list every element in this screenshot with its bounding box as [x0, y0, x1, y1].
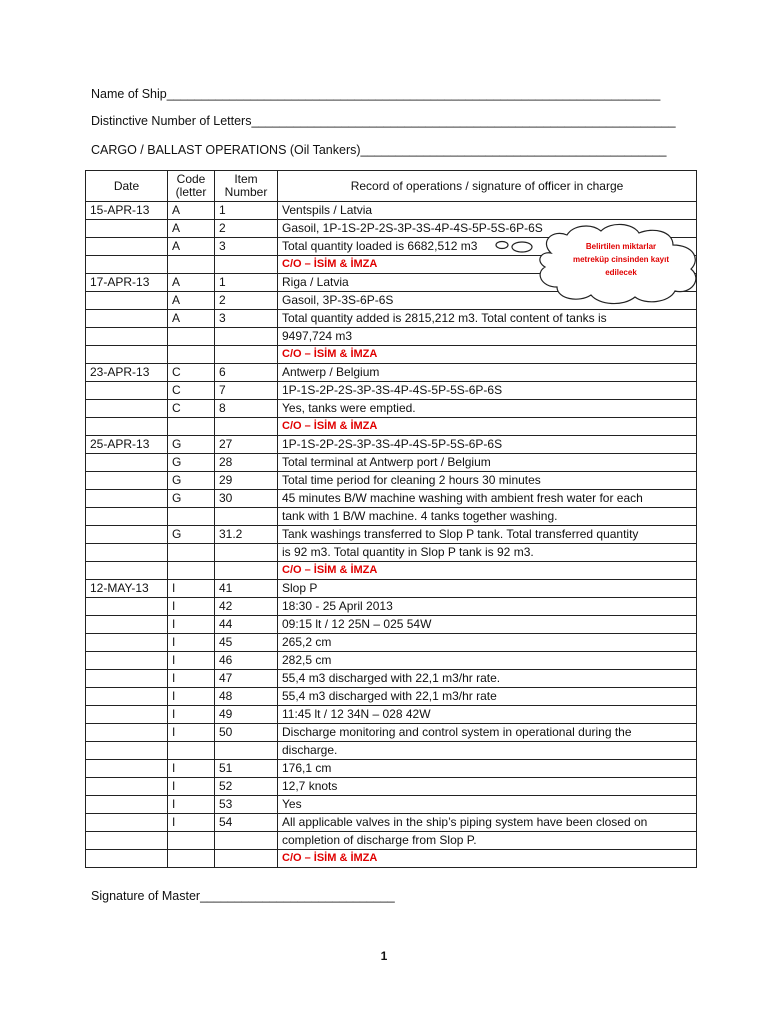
table-row	[86, 382, 697, 400]
cell-record: 176,1 cm	[278, 760, 697, 778]
table-row	[86, 796, 697, 814]
cell-date	[86, 796, 168, 814]
table-row	[86, 508, 697, 526]
cell-code: I	[168, 724, 215, 742]
cell-record: 55,4 m3 discharged with 22,1 m3/hr rate	[278, 688, 697, 706]
cell-record: 1P-1S-2P-2S-3P-3S-4P-4S-5P-5S-6P-6S	[278, 382, 697, 400]
cell-record: Yes	[278, 796, 697, 814]
cell-code: I	[168, 634, 215, 652]
cell-code	[168, 832, 215, 850]
cell-record: Riga / Latvia	[278, 274, 697, 292]
table-row	[86, 544, 697, 562]
table-row	[86, 328, 697, 346]
cell-code: A	[168, 292, 215, 310]
table-row	[86, 202, 697, 220]
cell-date	[86, 382, 168, 400]
cell-item: 30	[215, 490, 278, 508]
cell-code	[168, 508, 215, 526]
cell-item: 8	[215, 400, 278, 418]
cell-item	[215, 544, 278, 562]
table-row	[86, 436, 697, 454]
cell-code: I	[168, 778, 215, 796]
table-row	[86, 742, 697, 760]
cell-record: Gasoil, 1P-1S-2P-2S-3P-3S-4P-4S-5P-5S-6P-6S	[278, 220, 697, 238]
cell-record: Gasoil, 3P-3S-6P-6S	[278, 292, 697, 310]
cell-item: 50	[215, 724, 278, 742]
cell-date	[86, 688, 168, 706]
cell-item: 31.2	[215, 526, 278, 544]
table-row	[86, 814, 697, 832]
cell-record: 12,7 knots	[278, 778, 697, 796]
cell-item: 28	[215, 454, 278, 472]
cell-item: 1	[215, 202, 278, 220]
cell-date	[86, 850, 168, 868]
table-row	[86, 616, 697, 634]
cell-item: 52	[215, 778, 278, 796]
table-row	[86, 760, 697, 778]
cell-code: I	[168, 706, 215, 724]
cell-record: Total terminal at Antwerp port / Belgium	[278, 454, 697, 472]
page-number: 1	[380, 949, 388, 963]
cell-item: 47	[215, 670, 278, 688]
cell-date	[86, 292, 168, 310]
table-row	[86, 778, 697, 796]
cell-item: 27	[215, 436, 278, 454]
cell-record: C/O – İSİM & İMZA	[278, 418, 697, 436]
cell-date	[86, 346, 168, 364]
cell-code: I	[168, 580, 215, 598]
cell-item: 42	[215, 598, 278, 616]
cell-code: A	[168, 274, 215, 292]
table-row	[86, 526, 697, 544]
cell-item: 6	[215, 364, 278, 382]
table-row	[86, 310, 697, 328]
cell-record: Ventspils / Latvia	[278, 202, 697, 220]
cell-item: 54	[215, 814, 278, 832]
cell-code: C	[168, 364, 215, 382]
cell-date	[86, 418, 168, 436]
cell-record: completion of discharge from Slop P.	[278, 832, 697, 850]
cell-item	[215, 832, 278, 850]
cell-record: 55,4 m3 discharged with 22,1 m3/hr rate.	[278, 670, 697, 688]
cell-date	[86, 328, 168, 346]
cell-date	[86, 400, 168, 418]
cell-date	[86, 724, 168, 742]
cell-code: A	[168, 310, 215, 328]
cell-code: I	[168, 670, 215, 688]
cell-date	[86, 544, 168, 562]
table-row	[86, 634, 697, 652]
cell-record: 45 minutes B/W machine washing with ambient fresh water for each	[278, 490, 697, 508]
operations-line: CARGO / BALLAST OPERATIONS (Oil Tankers)____________________________________________	[91, 143, 667, 157]
cell-date	[86, 832, 168, 850]
cell-item	[215, 562, 278, 580]
cell-date	[86, 742, 168, 760]
table-row	[86, 598, 697, 616]
cell-date	[86, 814, 168, 832]
cell-item: 2	[215, 220, 278, 238]
table-row	[86, 652, 697, 670]
cell-code: C	[168, 400, 215, 418]
table-row	[86, 490, 697, 508]
cell-date	[86, 562, 168, 580]
cell-code: I	[168, 688, 215, 706]
table-row	[86, 580, 697, 598]
cell-date	[86, 634, 168, 652]
cell-item: 46	[215, 652, 278, 670]
cell-code: G	[168, 436, 215, 454]
cell-record: C/O – İSİM & İMZA	[278, 562, 697, 580]
cell-record: Yes, tanks were emptied.	[278, 400, 697, 418]
cell-date	[86, 616, 168, 634]
cell-date	[86, 238, 168, 256]
cell-code: I	[168, 760, 215, 778]
table-row	[86, 472, 697, 490]
table-row	[86, 706, 697, 724]
cell-code	[168, 256, 215, 274]
cell-code	[168, 544, 215, 562]
cell-code	[168, 328, 215, 346]
cell-record: 1P-1S-2P-2S-3P-3S-4P-4S-5P-5S-6P-6S	[278, 436, 697, 454]
cell-item	[215, 508, 278, 526]
cell-date: 25-APR-13	[86, 436, 168, 454]
cell-date	[86, 472, 168, 490]
cell-record: discharge.	[278, 742, 697, 760]
cell-date	[86, 706, 168, 724]
cell-record: Slop P	[278, 580, 697, 598]
cell-item	[215, 850, 278, 868]
table-row	[86, 400, 697, 418]
cell-date	[86, 310, 168, 328]
cell-record: All applicable valves in the ship’s piping system have been closed on	[278, 814, 697, 832]
cell-date	[86, 778, 168, 796]
cell-code	[168, 742, 215, 760]
cell-date	[86, 526, 168, 544]
table-row	[86, 724, 697, 742]
callout-note: Belirtilen miktarlar metreküp cinsinden kayıt edilecek	[572, 242, 670, 277]
cell-record: Discharge monitoring and control system in operational during the	[278, 724, 697, 742]
cell-record: C/O – İSİM & İMZA	[278, 346, 697, 364]
cell-code: I	[168, 796, 215, 814]
cell-item: 2	[215, 292, 278, 310]
cell-code: C	[168, 382, 215, 400]
cell-date	[86, 256, 168, 274]
cell-item	[215, 328, 278, 346]
cell-code: I	[168, 616, 215, 634]
table-row	[86, 688, 697, 706]
cell-date: 17-APR-13	[86, 274, 168, 292]
cell-date	[86, 454, 168, 472]
cell-record: Total quantity loaded is 6682,512 m3	[278, 238, 697, 256]
cell-record: 11:45 lt / 12 34N – 028 42W	[278, 706, 697, 724]
cell-item: 53	[215, 796, 278, 814]
cell-item: 29	[215, 472, 278, 490]
cell-code: A	[168, 220, 215, 238]
cell-code: A	[168, 202, 215, 220]
table-row	[86, 562, 697, 580]
cell-record: is 92 m3. Total quantity in Slop P tank is 92 m3.	[278, 544, 697, 562]
cell-code	[168, 418, 215, 436]
table-header-row	[86, 171, 697, 202]
cell-code: G	[168, 490, 215, 508]
cell-item: 49	[215, 706, 278, 724]
cell-item: 44	[215, 616, 278, 634]
cell-item: 1	[215, 274, 278, 292]
cell-date: 23-APR-13	[86, 364, 168, 382]
cell-record: Total time period for cleaning 2 hours 30 minutes	[278, 472, 697, 490]
cell-item	[215, 256, 278, 274]
table-row	[86, 832, 697, 850]
cell-code	[168, 346, 215, 364]
cell-date	[86, 490, 168, 508]
cell-item: 3	[215, 238, 278, 256]
cell-record: 282,5 cm	[278, 652, 697, 670]
cell-date	[86, 508, 168, 526]
cell-date	[86, 670, 168, 688]
cell-item: 3	[215, 310, 278, 328]
cell-date: 15-APR-13	[86, 202, 168, 220]
cell-record: C/O – İSİM & İMZA	[278, 850, 697, 868]
header-date: Date	[86, 171, 168, 202]
table-row	[86, 670, 697, 688]
distinctive-number-line: Distinctive Number of Letters_____________________________________________________________	[91, 114, 676, 128]
cell-record: 09:15 lt / 12 25N – 025 54W	[278, 616, 697, 634]
ship-name-line: Name of Ship_______________________________________________________________________	[91, 87, 661, 101]
cell-item: 45	[215, 634, 278, 652]
cell-record: Total quantity added is 2815,212 m3. Total content of tanks is	[278, 310, 697, 328]
cell-code: I	[168, 652, 215, 670]
cell-record: 265,2 cm	[278, 634, 697, 652]
table-row	[86, 418, 697, 436]
cell-item	[215, 346, 278, 364]
cell-date: 12-MAY-13	[86, 580, 168, 598]
cell-date	[86, 220, 168, 238]
cell-item: 7	[215, 382, 278, 400]
table-row	[86, 850, 697, 868]
cell-record: Antwerp / Belgium	[278, 364, 697, 382]
cell-item: 51	[215, 760, 278, 778]
cell-code: G	[168, 454, 215, 472]
cell-code: G	[168, 526, 215, 544]
cell-code: I	[168, 598, 215, 616]
table-row	[86, 364, 697, 382]
cell-item: 41	[215, 580, 278, 598]
cell-date	[86, 598, 168, 616]
cell-item: 48	[215, 688, 278, 706]
cell-item	[215, 742, 278, 760]
header-record: Record of operations / signature of officer in charge	[278, 171, 697, 202]
cell-code: I	[168, 814, 215, 832]
cell-code: A	[168, 238, 215, 256]
header-code: Code (letter	[168, 171, 215, 202]
master-signature-line: Signature of Master____________________________	[91, 889, 395, 903]
cell-date	[86, 760, 168, 778]
cell-code: G	[168, 472, 215, 490]
cell-item	[215, 418, 278, 436]
cell-record: C/O – İSİM & İMZA	[278, 256, 697, 274]
header-item: Item Number	[215, 171, 278, 202]
cell-code	[168, 850, 215, 868]
table-row	[86, 454, 697, 472]
table-row	[86, 346, 697, 364]
cell-code	[168, 562, 215, 580]
cell-record: 9497,724 m3	[278, 328, 697, 346]
cell-date	[86, 652, 168, 670]
cell-record: tank with 1 B/W machine. 4 tanks together washing.	[278, 508, 697, 526]
cell-record: 18:30 - 25 April 2013	[278, 598, 697, 616]
cell-record: Tank washings transferred to Slop P tank. Total transferred quantity	[278, 526, 697, 544]
